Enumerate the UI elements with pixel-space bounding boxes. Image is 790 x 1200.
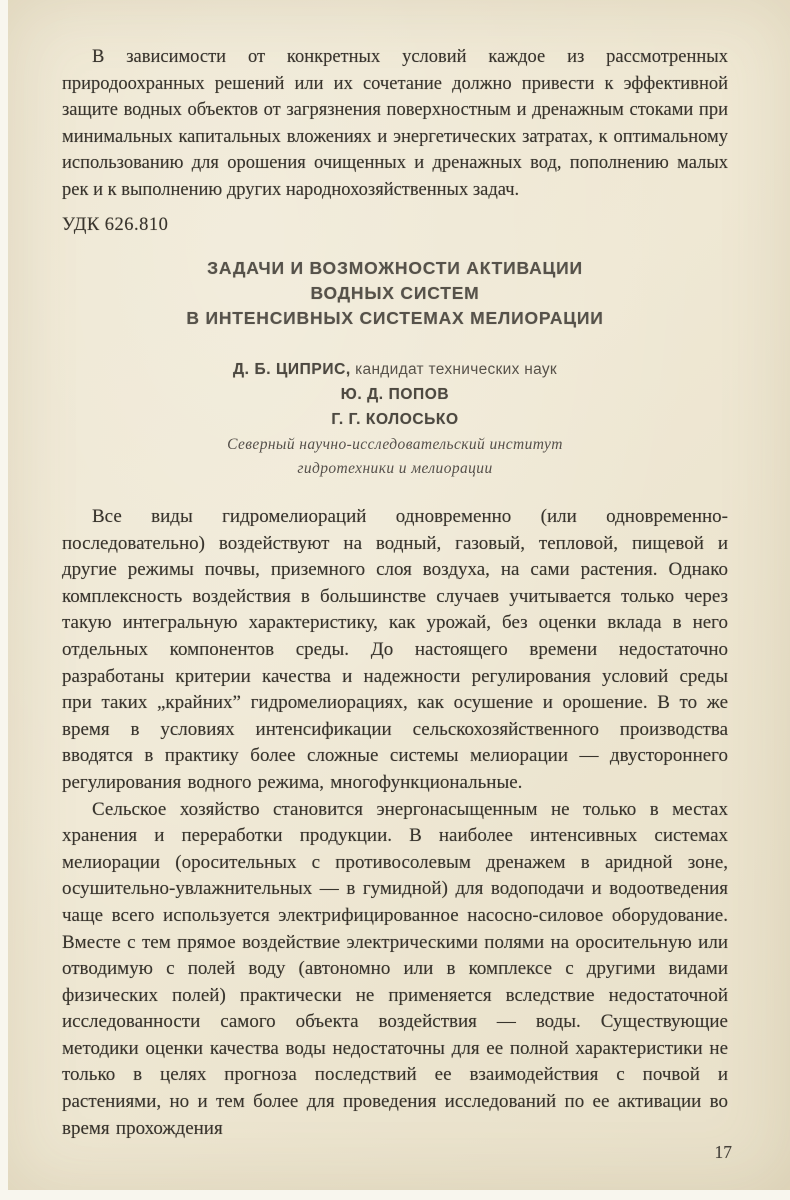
author-degree-1: кандидат технических наук <box>355 361 557 378</box>
author-name-2: Ю. Д. ПОПОВ <box>340 386 450 403</box>
body-paragraph-2: Сельское хозяйство становится энергонасыщенным не только в местах хранения и переработки продукции. В наиболее интенсивных системах мелиорации (оросительных с противосолевым дренажем в аридной зоне, осушительно-увлажнительных — в гумидной) для водоподачи и водоотведения чаще всего используется электрифицированное насосно-силовое оборудование. Вместе с тем прямое воздействие электрическими полями на оросительную или отводимую с полей воду (автономно или в комплексе с другими видами физических полей) практически не применяется вследствие недостаточной исследованности самого объекта воздействия — воды. Существующие методики оценки качества воды недостаточны для ее полной характеристики не только в целях прогноза последствий ее взаимодействия с почвой и растениями, но и тем более для проведения исследований по ее активации во время прохождения <box>62 798 728 1139</box>
article-title-line-2: ВОДНЫХ СИСТЕМ <box>310 283 480 303</box>
udk-code: УДК 626.810 <box>62 215 169 235</box>
authors-block <box>62 357 728 480</box>
author-line-2 <box>62 382 728 407</box>
author-line-1 <box>62 357 728 382</box>
article-title <box>62 256 728 331</box>
article-title-line-3: В ИНТЕНСИВНЫХ СИСТЕМАХ МЕЛИОРАЦИИ <box>186 308 604 328</box>
article-title-line-1: ЗАДАЧИ И ВОЗМОЖНОСТИ АКТИВАЦИИ <box>207 258 583 278</box>
affiliation-line-1: Северный научно-исследовательский институт <box>227 436 563 453</box>
author-name-3: Г. Г. КОЛОСЬКО <box>331 411 459 428</box>
intro-paragraph: В зависимости от конкретных условий каждое из рассмотренных природоохранных решений или их сочетание должно привести к эффективной защите водных объектов от загрязнения поверхностным и дренажным стоками при минимальных капитальных вложениях и энергетических затратах, к оптимальному использованию для орошения очищенных и дренажных вод, пополнению малых рек и к выполнению других народнохозяйственных задач. <box>62 47 728 200</box>
affiliation <box>62 433 728 480</box>
page-content <box>62 0 728 1142</box>
author-name-1: Д. Б. ЦИПРИС, <box>233 361 351 378</box>
scanned-page <box>8 0 790 1190</box>
affiliation-line-2: гидротехники и мелиорации <box>297 459 493 477</box>
page-number: 17 <box>714 1142 732 1162</box>
author-line-3 <box>62 407 728 432</box>
body-paragraph-1: Все виды гидромелиораций одновременно (или одновременно-последовательно) воздействуют на водный, газовый, тепловой, пищевой и другие режимы почвы, приземного слоя воздуха, на сами растения. Однако комплексность воздействия в большинстве случаев учитывается только через такую интегральную характеристику, как урожай, без оценки вклада в него отдельных компонентов среды. До настоящего времени недостаточно разработаны критерии качества и надежности регулирования условий среды при таких „крайних” гидромелиорациях, как осушение и орошение. В то же время в условиях интенсификации сельскохозяйственного производства вводятся в практику более сложные системы мелиорации — двустороннего регулирования водного режима, многофункциональные. <box>62 506 728 793</box>
